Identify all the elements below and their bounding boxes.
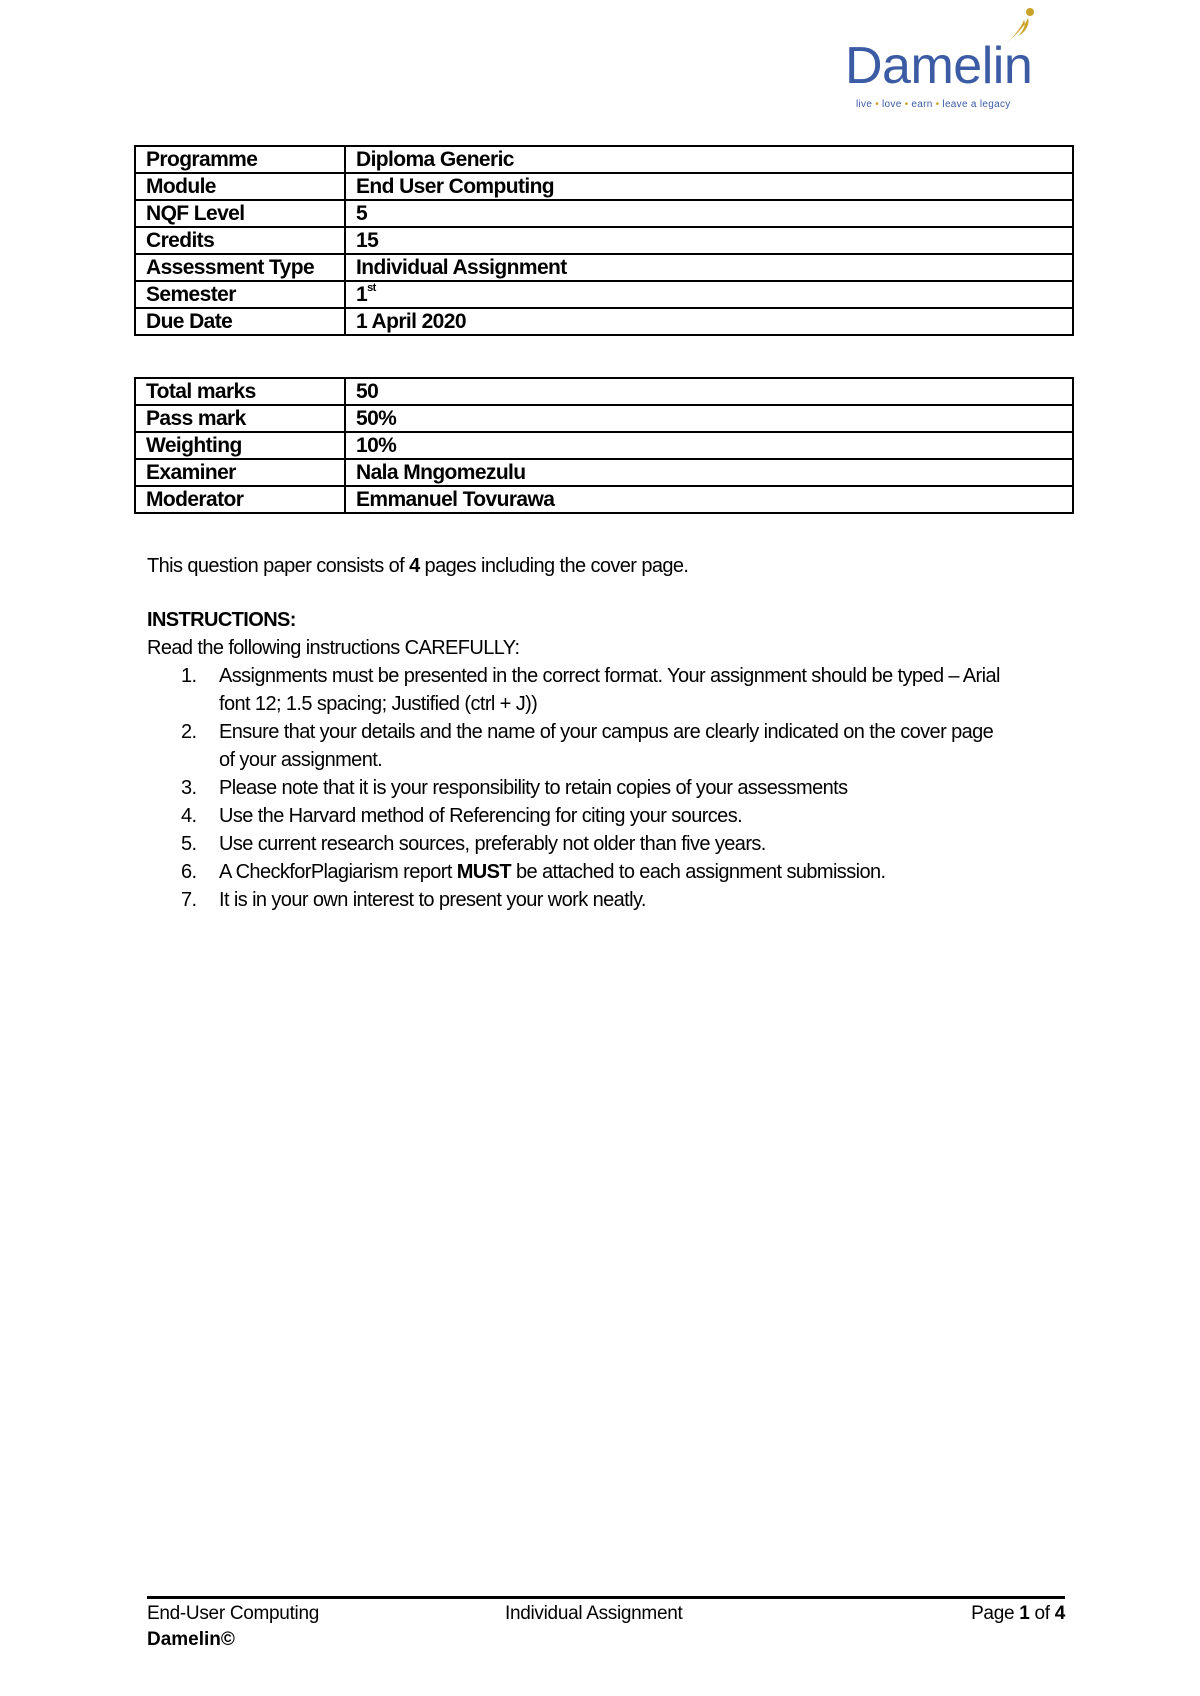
row-label: NQF Level <box>135 200 345 227</box>
logo-wordmark: Damelin <box>845 37 1033 95</box>
instructions-lead: Read the following instructions CAREFULLY: <box>147 637 520 659</box>
row-value: Diploma Generic <box>345 146 1073 173</box>
row-label: Weighting <box>135 432 345 459</box>
footer-page-number: Page 1 of 4 <box>971 1603 1065 1624</box>
table-row <box>135 405 1073 432</box>
table-row <box>135 254 1073 281</box>
page-count-note: This question paper consists of 4 pages including the cover page. <box>147 555 689 577</box>
footer-module: End-User Computing <box>147 1603 320 1624</box>
row-label: Semester <box>135 281 345 308</box>
table-row <box>135 281 1073 308</box>
semester-ordinal: st <box>367 282 376 294</box>
list-item: 4. Use the Harvard method of Referencing for citing your sources. <box>181 805 743 827</box>
row-label: Credits <box>135 227 345 254</box>
instructions-list <box>181 662 1069 914</box>
table-row <box>135 200 1073 227</box>
marks-table <box>134 377 1074 514</box>
row-label: Module <box>135 173 345 200</box>
row-value: 15 <box>345 227 1073 254</box>
row-label: Examiner <box>135 459 345 486</box>
table-row <box>135 146 1073 173</box>
row-label: Moderator <box>135 486 345 513</box>
damelin-logo <box>840 6 1070 116</box>
cover-details-table <box>134 145 1074 336</box>
list-item: 7. It is in your own interest to present your work neatly. <box>181 889 646 911</box>
footer-assessment-type: Individual Assignment <box>505 1603 683 1624</box>
row-value <box>345 281 1073 308</box>
table-row <box>135 378 1073 405</box>
list-item: 5. Use current research sources, preferably not older than five years. <box>181 833 766 855</box>
instructions-heading: INSTRUCTIONS: <box>147 609 296 631</box>
row-label: Assessment Type <box>135 254 345 281</box>
list-item: 3. Please note that it is your responsibility to retain copies of your assessments <box>181 777 848 799</box>
row-value: 5 <box>345 200 1073 227</box>
logo-tagline: live • love • earn • leave a legacy <box>856 99 1011 110</box>
row-label: Due Date <box>135 308 345 335</box>
row-value: Nala Mngomezulu <box>345 459 1073 486</box>
row-value: 10% <box>345 432 1073 459</box>
row-value: 1 April 2020 <box>345 308 1073 335</box>
table-row <box>135 173 1073 200</box>
row-label: Programme <box>135 146 345 173</box>
table-row <box>135 227 1073 254</box>
table-row <box>135 486 1073 513</box>
row-label: Pass mark <box>135 405 345 432</box>
footer-brand: Damelin© <box>147 1629 235 1650</box>
row-value: 50% <box>345 405 1073 432</box>
semester-number: 1 <box>356 283 368 306</box>
list-item: 1. Assignments must be presented in the correct format. Your assignment should be typed – Arial font 12; 1.5 spacing; Justified (ctrl + J)) <box>181 665 1000 715</box>
table-row <box>135 308 1073 335</box>
row-value: 50 <box>345 378 1073 405</box>
row-value: Emmanuel Tovurawa <box>345 486 1073 513</box>
row-value: Individual Assignment <box>345 254 1073 281</box>
list-item: 2. Ensure that your details and the name of your campus are clearly indicated on the cover page of your assignment. <box>181 721 994 771</box>
row-value: End User Computing <box>345 173 1073 200</box>
list-item: 6. A CheckforPlagiarism report MUST be attached to each assignment submission. <box>181 861 886 883</box>
table-row <box>135 459 1073 486</box>
table-row <box>135 432 1073 459</box>
footer-divider <box>147 1596 1065 1599</box>
row-label: Total marks <box>135 378 345 405</box>
page-count: 4 <box>409 555 420 577</box>
